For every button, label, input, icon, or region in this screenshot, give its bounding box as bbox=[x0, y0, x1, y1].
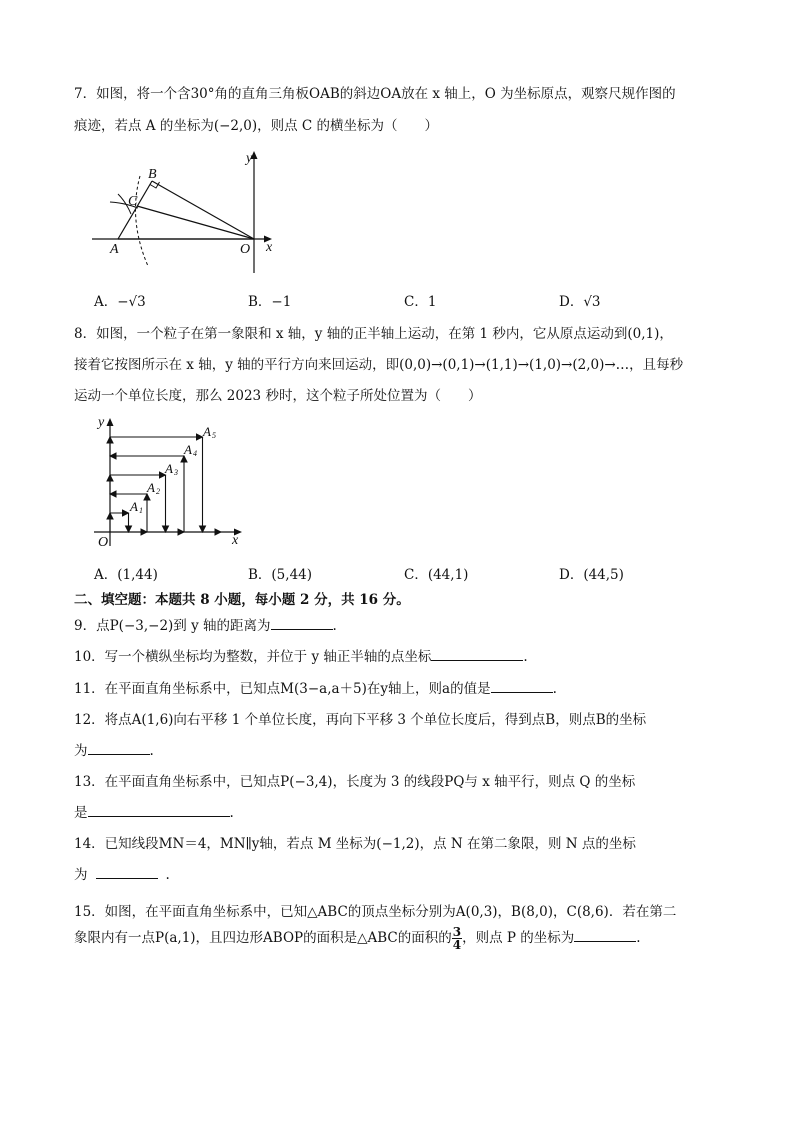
q15-frac-numerator: 3 bbox=[452, 925, 462, 939]
q9 bbox=[74, 614, 337, 634]
q8-label-A5-sub: 5 bbox=[212, 431, 216, 440]
q15-frac-denominator: 4 bbox=[452, 938, 462, 952]
q8-label-A4: A bbox=[184, 442, 192, 457]
q8-label-A1-sub: 1 bbox=[139, 506, 143, 515]
q13-line-2 bbox=[74, 801, 234, 821]
q8-option-b[interactable]: B．(5,44) bbox=[248, 567, 313, 583]
q12-end: . bbox=[149, 743, 154, 759]
q8-label-A2: A bbox=[147, 480, 155, 495]
q8-line-1: 8．如图，一个粒子在第一象限和 x 轴，y 轴的正半轴上运动，在第 1 秒内，它从原点运动到(0,1)， bbox=[74, 326, 673, 342]
q13-line-2-text: 是 bbox=[74, 805, 88, 821]
q7-line-1: 7．如图，将一个含30°角的直角三角板OAB的斜边OA放在 x 轴上，O 为坐标原点，观察尺规作图的 bbox=[74, 86, 676, 102]
q10 bbox=[74, 645, 528, 665]
q7-x-label: x bbox=[266, 240, 273, 255]
q13-answer-blank[interactable] bbox=[88, 804, 230, 817]
q13-line-1: 13．在平面直角坐标系中，已知点P(−3,4)，长度为 3 的线段PQ与 x 轴平行，则点 Q 的坐标 bbox=[74, 774, 636, 790]
q7-label-C: C bbox=[128, 194, 138, 209]
q10-answer-blank[interactable] bbox=[431, 648, 523, 661]
q7-label-B: B bbox=[148, 167, 157, 182]
q8-figure bbox=[92, 412, 252, 552]
q15-line-2b: ，则点 P 的坐标为 bbox=[462, 930, 575, 946]
q8-label-O: O bbox=[98, 535, 109, 550]
q8-x-label: x bbox=[232, 533, 239, 548]
q7-figure bbox=[90, 148, 290, 278]
q7-label-O: O bbox=[240, 242, 251, 257]
q11-end: . bbox=[552, 681, 557, 697]
q15-fraction bbox=[452, 926, 462, 951]
q8-y-label: y bbox=[98, 415, 105, 430]
q15-end: . bbox=[636, 930, 641, 946]
q8-label-A5: A bbox=[203, 424, 211, 439]
q7-option-c[interactable]: C．1 bbox=[404, 294, 437, 310]
q10-text: 10．写一个横纵坐标均为整数，并位于 y 轴正半轴的点坐标 bbox=[74, 649, 432, 665]
q8-label-A3-sub: 3 bbox=[174, 468, 178, 477]
q15-line-2 bbox=[74, 926, 641, 951]
q9-answer-blank[interactable] bbox=[271, 617, 333, 630]
q14-line-2-text: 为 bbox=[74, 867, 88, 883]
q7-option-d[interactable]: D．√3 bbox=[559, 294, 601, 310]
q8-line-2: 接着它按图所示在 x 轴，y 轴的平行方向来回运动，即(0,0)→(0,1)→(1,1)→(1,0)→(2,0)→…，且每秒 bbox=[74, 357, 684, 373]
q12-line-2 bbox=[74, 739, 154, 759]
q14-answer-blank[interactable] bbox=[96, 866, 158, 879]
q8-option-d[interactable]: D．(44,5) bbox=[559, 567, 624, 583]
q12-line-2-text: 为 bbox=[74, 743, 88, 759]
q8-label-A1: A bbox=[130, 499, 138, 514]
q7-option-a[interactable]: A．−√3 bbox=[94, 294, 146, 310]
q9-text: 9．点P(−3,−2)到 y 轴的距离为 bbox=[74, 618, 271, 634]
q14-line-2 bbox=[74, 863, 170, 883]
q15-line-2a: 象限内有一点P(a,1)，且四边形ABOP的面积是△ABC的面积的 bbox=[74, 930, 452, 946]
q13-end: . bbox=[229, 805, 234, 821]
q8-label-A4-sub: 4 bbox=[193, 449, 197, 458]
section-2-heading: 二、填空题：本题共 8 小题，每小题 2 分，共 16 分。 bbox=[74, 592, 410, 608]
q12-answer-blank[interactable] bbox=[88, 742, 150, 755]
q11-text: 11．在平面直角坐标系中，已知点M(3−a,a＋5)在y轴上，则a的值是 bbox=[74, 681, 491, 697]
q8-option-a[interactable]: A．(1,44) bbox=[94, 567, 158, 583]
q7-label-A: A bbox=[110, 242, 119, 257]
q11 bbox=[74, 677, 557, 697]
q9-end: . bbox=[332, 618, 337, 634]
q8-option-c[interactable]: C．(44,1) bbox=[404, 567, 469, 583]
q8-label-A3: A bbox=[165, 461, 173, 476]
q7-option-b[interactable]: B．−1 bbox=[248, 294, 292, 310]
q14-line-1: 14．已知线段MN＝4，MN∥y轴，若点 M 坐标为(−1,2)，点 N 在第二象限，则 N 点的坐标 bbox=[74, 836, 636, 852]
q15-answer-blank[interactable] bbox=[574, 929, 636, 942]
q8-line-3: 运动一个单位长度，那么 2023 秒时，这个粒子所处位置为（ ） bbox=[74, 388, 482, 404]
q8-label-A2-sub: 2 bbox=[156, 487, 160, 496]
q11-answer-blank[interactable] bbox=[491, 680, 553, 693]
q12-line-1: 12．将点A(1,6)向右平移 1 个单位长度，再向下平移 3 个单位长度后，得到点B，则点B的坐标 bbox=[74, 712, 647, 728]
q15-line-1: 15．如图，在平面直角坐标系中，已知△ABC的顶点坐标分别为A(0,3)，B(8,0)，C(8,6)．若在第二 bbox=[74, 904, 677, 920]
q14-end: . bbox=[165, 867, 170, 883]
q10-end: . bbox=[523, 649, 528, 665]
q7-y-label: y bbox=[246, 151, 253, 166]
q7-line-2: 痕迹，若点 A 的坐标为(−2,0)，则点 C 的横坐标为（ ） bbox=[74, 118, 439, 134]
